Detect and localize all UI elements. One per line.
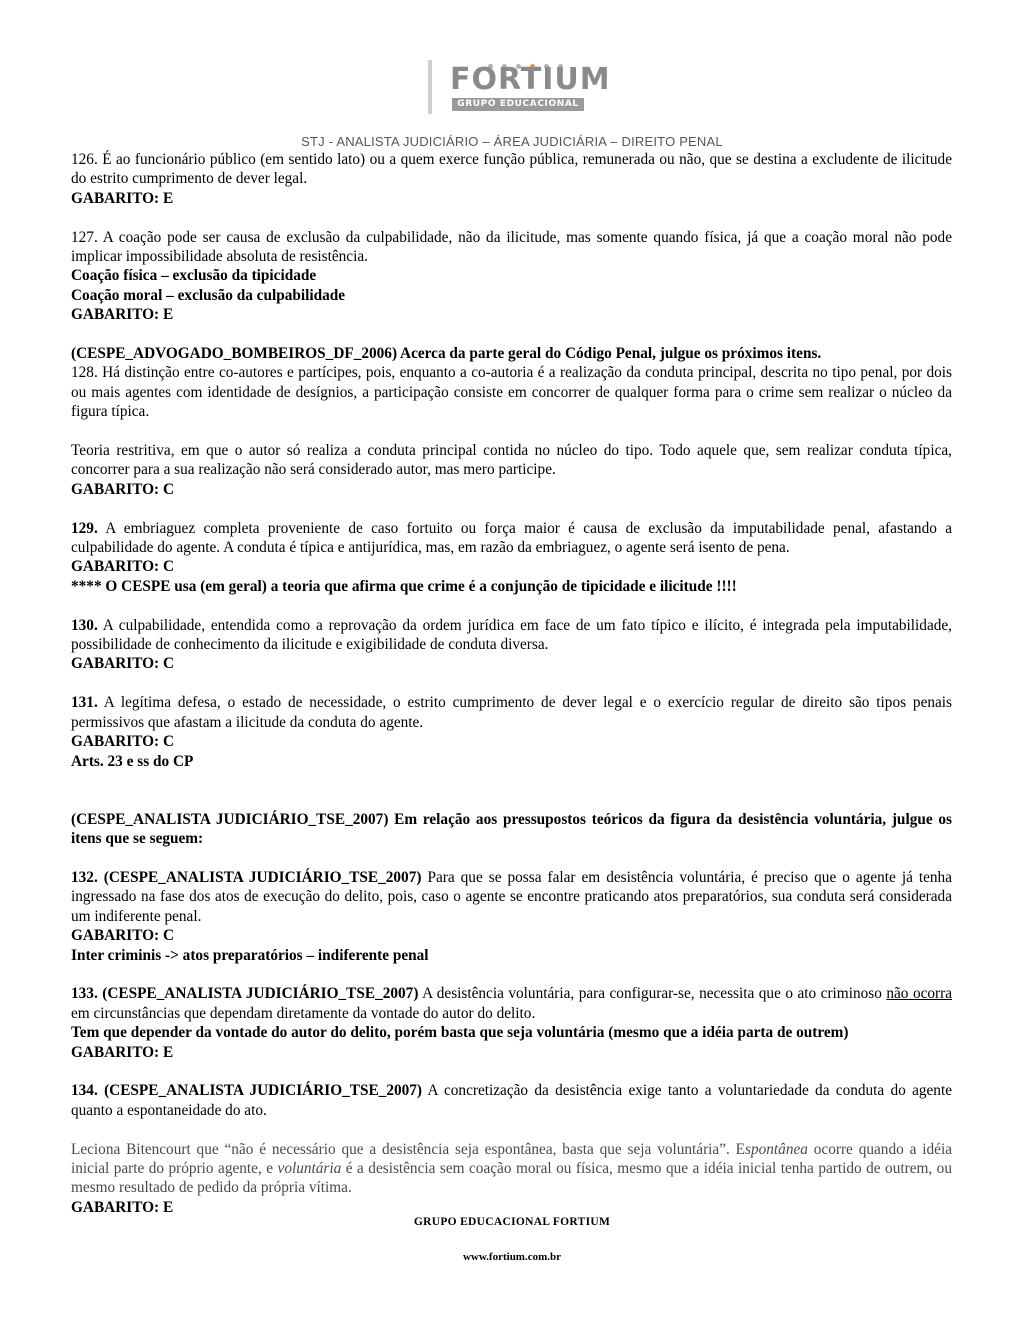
footer-organization: GRUPO EDUCACIONAL FORTIUM bbox=[413, 1216, 611, 1228]
answer-127: GABARITO: E bbox=[71, 306, 174, 324]
comment-a: Leciona Bitencourt que “não é necessário que a desistência seja espontânea, basta que seja voluntária”. E bbox=[71, 1140, 746, 1158]
note-127-2: Coação moral – exclusão da culpabilidade bbox=[71, 286, 346, 304]
question-text-b: em circunstâncias que dependam diretamente da vontade do autor do delito. bbox=[71, 1004, 536, 1022]
question-126: 126. É ao funcionário público (em sentido lato) ou a quem exerce função pública, remunerada ou não, que se destina a excludente de ilicitude do estrito cumprimento de dever legal. bbox=[71, 151, 952, 188]
question-134 bbox=[71, 1081, 952, 1120]
answer-128: GABARITO: C bbox=[71, 480, 174, 498]
answer-126: GABARITO: E bbox=[71, 189, 174, 207]
note-129: **** O CESPE usa (em geral) a teoria que afirma que crime é a conjunção de tipicidade e ilicitude !!!! bbox=[71, 577, 737, 595]
question-132 bbox=[71, 868, 952, 926]
comment-134 bbox=[71, 1140, 952, 1198]
question-text: A culpabilidade, entendida como a reprovação da ordem jurídica em face de um fato típico e ilícito, é integrada pela imputabilidade, possibilidade de conhecimento da ilicitude e exigibilidade de conduta diversa. bbox=[71, 616, 952, 654]
note-127-1: Coação física – exclusão da tipicidade bbox=[71, 267, 317, 285]
question-number: 131. bbox=[71, 694, 98, 712]
underlined-text: não ocorra bbox=[886, 985, 953, 1003]
question-127: 127. A coação pode ser causa de exclusão da culpabilidade, não da ilicitude, mas somente quando física, já que a coação moral não pode implicar impossibilidade absoluta de resistência. bbox=[71, 228, 952, 266]
note-133: Tem que depender da vontade do autor do delito, porém basta que seja voluntária (mesmo que a idéia parta de outrem) bbox=[71, 1024, 849, 1042]
question-number: 129. bbox=[71, 519, 98, 537]
answer-134: GABARITO: E bbox=[71, 1198, 174, 1216]
comment-128: Teoria restritiva, em que o autor só realiza a conduta principal contida no núcleo do tipo. Todo aquele que, sem realizar conduta típica, concorrer para a sua realização não será considerado autor, mas mero participe. bbox=[71, 442, 952, 479]
question-text: A concretização da desistência exige tanto a voluntariedade da conduta do agente quanto a espontaneidade do ato. bbox=[71, 1082, 952, 1119]
question-text: A embriaguez completa proveniente de caso fortuito ou força maior é causa de exclusão da imputabilidade penal, afastando a culpabilidade do agente. A conduta é típica e antijurídica, mas, em razão da embriaguez, o agente será isento de pena. bbox=[71, 519, 952, 557]
logo-brand: FORTIUM bbox=[450, 62, 611, 97]
footer-website-link[interactable]: www.fortium.com.br bbox=[462, 1251, 562, 1263]
comment-b: ocorre quando a idéia inicial parte do próprio agente, e bbox=[71, 1140, 952, 1177]
question-number: 132. (CESPE_ANALISTA JUDICIÁRIO_TSE_2007) bbox=[71, 868, 422, 886]
logo-tagline: GRUPO EDUCACIONAL bbox=[452, 98, 584, 111]
document-body bbox=[71, 150, 952, 1217]
question-number: 130. bbox=[71, 616, 98, 634]
note-131: Arts. 23 e ss do CP bbox=[71, 752, 194, 770]
question-number: 134. (CESPE_ANALISTA JUDICIÁRIO_TSE_2007) bbox=[71, 1082, 423, 1100]
question-129 bbox=[71, 519, 952, 558]
page-header-title: STJ - ANALISTA JUDICIÁRIO – ÁREA JUDICIÁRIA – DIREITO PENAL bbox=[301, 134, 723, 149]
comment-c: é a desistência sem coação moral ou física, mesmo que a idéia inicial tenha partido de outrem, ou mesmo resultado de pedido da própria vítima. bbox=[71, 1159, 952, 1197]
answer-132: GABARITO: C bbox=[71, 927, 174, 945]
fortium-logo bbox=[428, 58, 611, 114]
question-133 bbox=[71, 984, 952, 1023]
logo-divider bbox=[428, 60, 432, 114]
question-131 bbox=[71, 693, 952, 732]
answer-130: GABARITO: C bbox=[71, 655, 174, 673]
question-number: 133. (CESPE_ANALISTA JUDICIÁRIO_TSE_2007) bbox=[71, 985, 419, 1003]
answer-133: GABARITO: E bbox=[71, 1043, 174, 1061]
question-text-a: A desistência voluntária, para configurar-se, necessita que o ato criminoso bbox=[418, 985, 887, 1003]
comment-italic-1: spontânea bbox=[745, 1140, 808, 1158]
question-128: 128. Há distinção entre co-autores e partícipes, pois, enquanto a co-autoria é a realização da conduta principal, descrita no tipo penal, por dois ou mais agentes com identidade de desígnios, a participação consiste em concorrer de qualquer forma para o crime sem realizar o núcleo da figura típica. bbox=[71, 364, 952, 421]
note-132: Inter criminis -> atos preparatórios – indiferente penal bbox=[71, 946, 429, 964]
answer-129: GABARITO: C bbox=[71, 558, 174, 576]
answer-131: GABARITO: C bbox=[71, 733, 174, 751]
question-text: A legítima defesa, o estado de necessidade, o estrito cumprimento de dever legal e o exercício regular de direito são tipos penais permissivos que afastam a ilicitude da conduta do agente. bbox=[71, 694, 952, 731]
section-heading-bombeiros: (CESPE_ADVOGADO_BOMBEIROS_DF_2006) Acerca da parte geral do Código Penal, julgue os próximos itens. bbox=[71, 345, 822, 363]
question-text: Para que se possa falar em desistência voluntária, é preciso que o agente já tenha ingressado na fase dos atos de execução do delito, pois, caso o agente se encontre praticando atos preparatórios, sua conduta será considerada um indiferente penal. bbox=[71, 868, 952, 925]
comment-italic-2: voluntária bbox=[277, 1159, 342, 1177]
question-130 bbox=[71, 616, 952, 655]
section-heading-tse: (CESPE_ANALISTA JUDICIÁRIO_TSE_2007) Em relação aos pressupostos teóricos da figura da desistência voluntária, julgue os itens que se seguem: bbox=[71, 810, 952, 848]
